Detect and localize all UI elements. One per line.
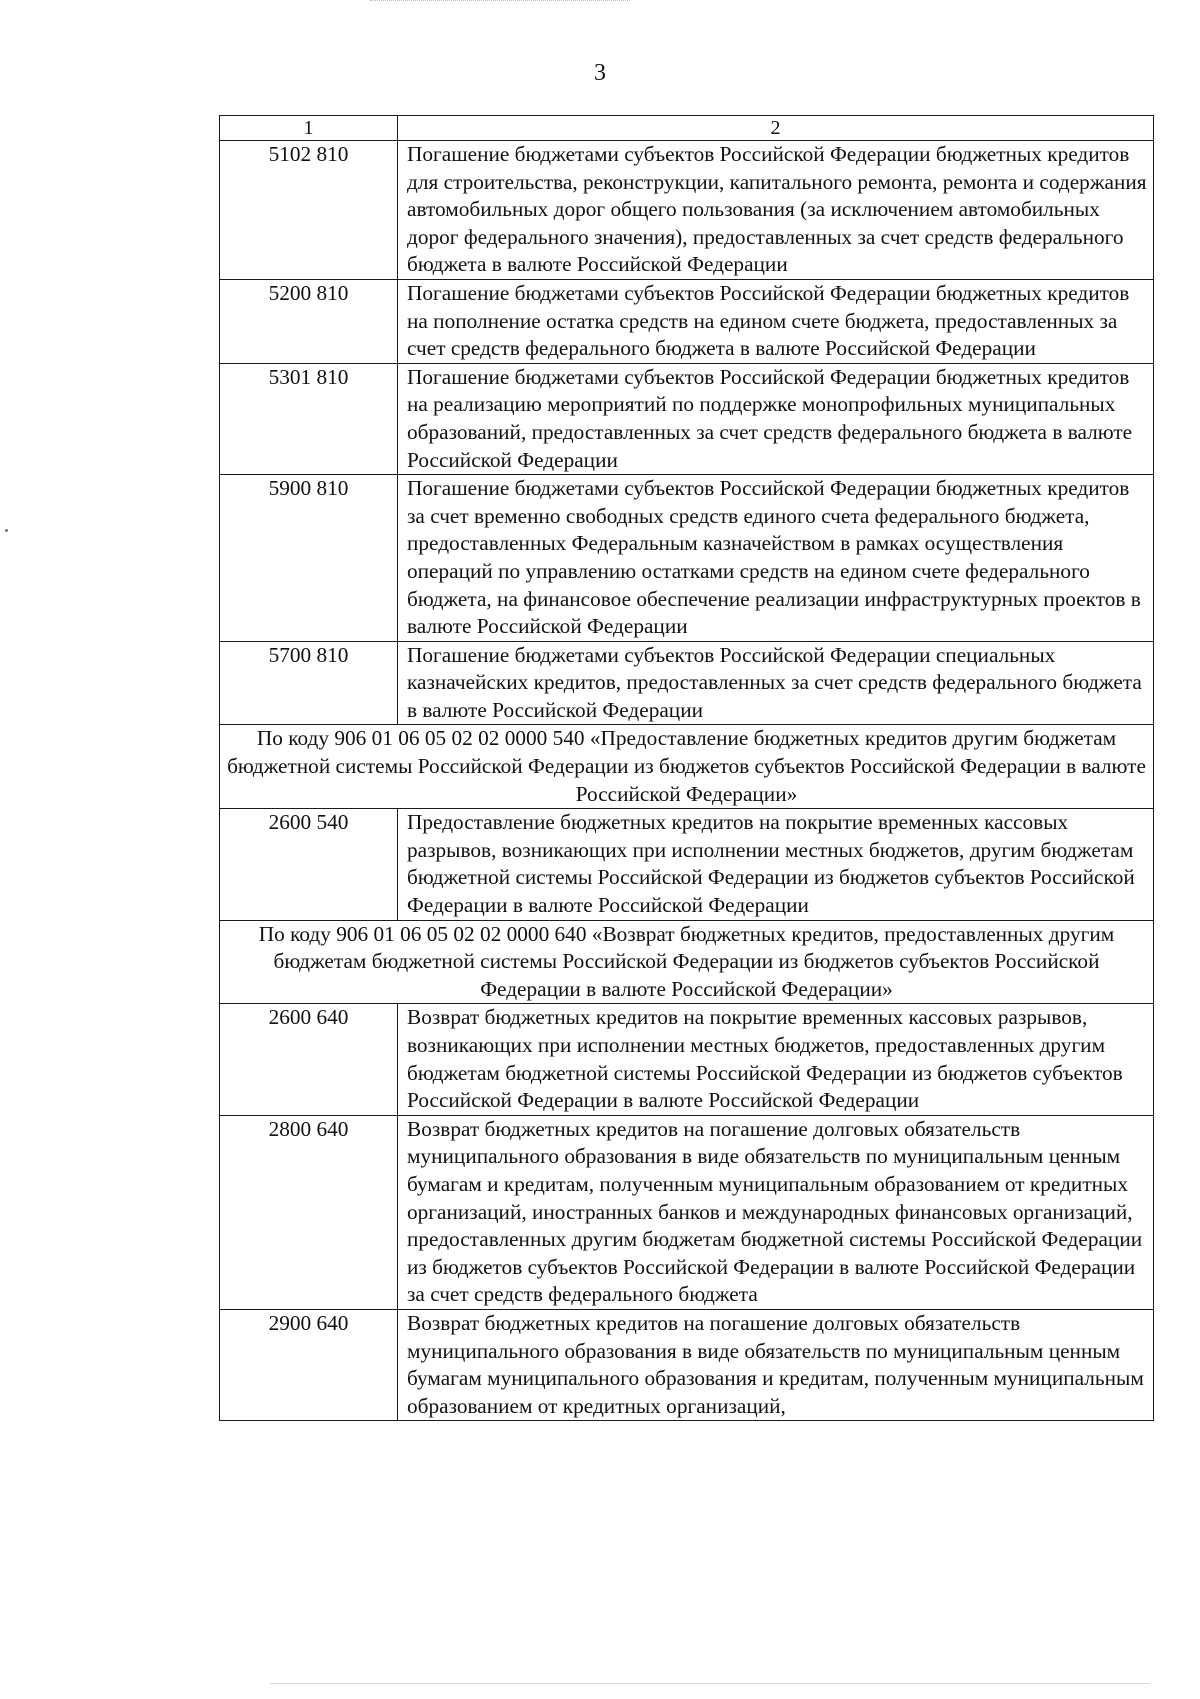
description-cell: Предоставление бюджетных кредитов на покрытие временных кассовых разрывов, возникающих при исполнении местных бюджетов, другим бюджетам бюджетной системы Российской Федерации из бюджетов субъектов Российской Федерации в валюте Российской Федерации (398, 809, 1154, 920)
column-number-1: 1 (220, 116, 398, 141)
page-number: 3 (594, 60, 606, 86)
code-cell: 2900 640 (220, 1309, 398, 1420)
table-row (220, 641, 1154, 725)
code-cell: 2800 640 (220, 1115, 398, 1309)
code-cell: 2600 540 (220, 809, 398, 920)
code-cell: 5200 810 (220, 279, 398, 363)
description-cell: Возврат бюджетных кредитов на погашение долговых обязательств муниципального образования в виде обязательств по муниципальным ценным бумагам и кредитам, полученным муниципальным образованием от кредитных организаций, иностранных банков и международных финансовых организаций, предоставленных другим бюджетам бюджетной системы Российской Федерации из бюджетов субъектов Российской Федерации в валюте Российской Федерации за счет средств федерального бюджета (398, 1115, 1154, 1309)
table-row (220, 1309, 1154, 1420)
section-heading: По коду 906 01 06 05 02 02 0000 640 «Возврат бюджетных кредитов, предоставленных другим бюджетам бюджетной системы Российской Федерации из бюджетов субъектов Российской Федерации в валюте Российской Федерации» (220, 920, 1154, 1004)
table-row (220, 141, 1154, 280)
column-number-2: 2 (398, 116, 1154, 141)
table-row (220, 475, 1154, 642)
description-cell: Погашение бюджетами субъектов Российской Федерации бюджетных кредитов за счет временно свободных средств единого счета федерального бюджета, предоставленных Федеральным казначейством в рамках осуществления операций по управлению остатками средств на едином счете федерального бюджета, на финансовое обеспечение реализации инфраструктурных проектов в валюте Российской Федерации (398, 475, 1154, 642)
code-cell: 5102 810 (220, 141, 398, 280)
description-cell: Погашение бюджетами субъектов Российской Федерации бюджетных кредитов на пополнение остатка средств на едином счете бюджета, предоставленных за счет средств федерального бюджета в валюте Российской Федерации (398, 279, 1154, 363)
description-cell: Возврат бюджетных кредитов на покрытие временных кассовых разрывов, возникающих при исполнении местных бюджетов, предоставленных другим бюджетам бюджетной системы Российской Федерации из бюджетов субъектов Российской Федерации в валюте Российской Федерации (398, 1004, 1154, 1115)
description-cell: Возврат бюджетных кредитов на погашение долговых обязательств муниципального образования в виде обязательств по муниципальным ценным бумагам муниципального образования и кредитам, полученным муниципальным образованием от кредитных организаций, (398, 1309, 1154, 1420)
table-row (220, 279, 1154, 363)
scan-speck (5, 529, 8, 532)
description-cell: Погашение бюджетами субъектов Российской Федерации бюджетных кредитов на реализацию мероприятий по поддержке монопрофильных муниципальных образований, предоставленных за счет средств федерального бюджета в валюте Российской Федерации (398, 363, 1154, 474)
scan-artifact-bottom (270, 1683, 1150, 1687)
code-cell: 2600 640 (220, 1004, 398, 1115)
scan-artifact-top (370, 0, 630, 4)
table-row (220, 363, 1154, 474)
table-row (220, 1115, 1154, 1309)
codes-table (219, 115, 1154, 1421)
section-row (220, 920, 1154, 1004)
table-row (220, 809, 1154, 920)
description-cell: Погашение бюджетами субъектов Российской Федерации бюджетных кредитов для строительства, реконструкции, капитального ремонта, ремонта и содержания автомобильных дорог общего пользования (за исключением автомобильных дорог федерального значения), предоставленных за счет средств федерального бюджета в валюте Российской Федерации (398, 141, 1154, 280)
table-header-row (220, 116, 1154, 141)
section-heading: По коду 906 01 06 05 02 02 0000 540 «Предоставление бюджетных кредитов другим бюджетам бюджетной системы Российской Федерации из бюджетов субъектов Российской Федерации в валюте Российской Федерации» (220, 725, 1154, 809)
code-cell: 5900 810 (220, 475, 398, 642)
description-cell: Погашение бюджетами субъектов Российской Федерации специальных казначейских кредитов, предоставленных за счет средств федерального бюджета в валюте Российской Федерации (398, 641, 1154, 725)
code-cell: 5301 810 (220, 363, 398, 474)
section-row (220, 725, 1154, 809)
code-cell: 5700 810 (220, 641, 398, 725)
table-row (220, 1004, 1154, 1115)
